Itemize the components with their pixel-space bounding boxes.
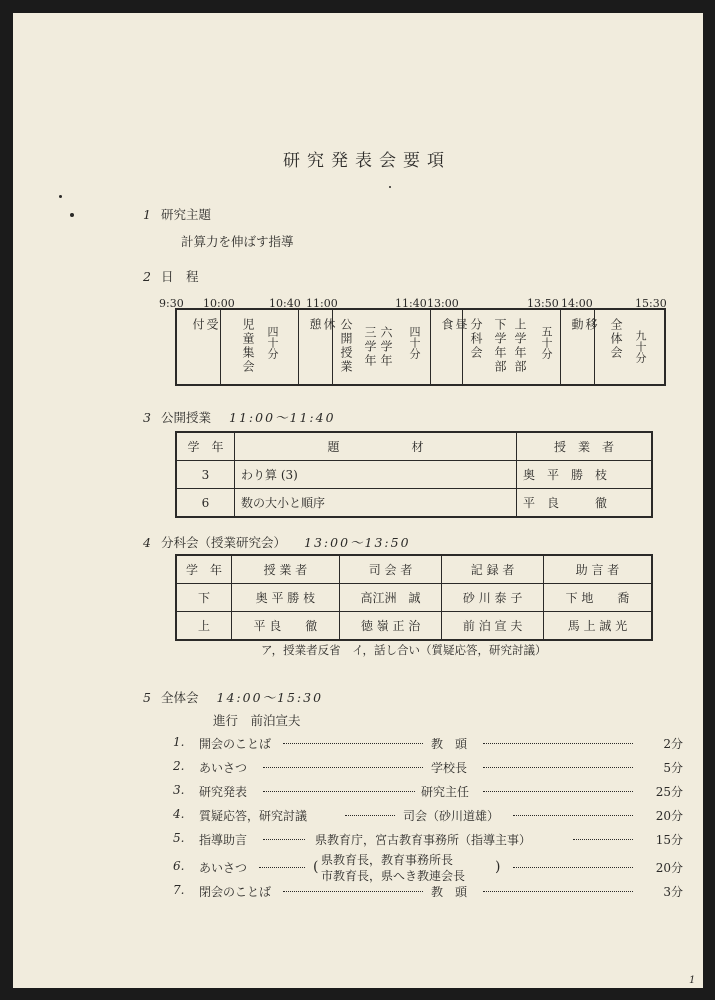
schedule-cell-assembly: 児童集会 四十分: [221, 310, 299, 384]
open-class-table: [175, 431, 653, 518]
table-header-row: 学 年 授 業 者 司 会 者 記 録 者 助 言 者: [176, 555, 652, 584]
time-label: 13:50: [527, 297, 559, 310]
subgroup-note: ア，授業者反省 イ，話し合い（質疑応答，研究討議）: [261, 643, 547, 657]
agenda-item: 1. 開会のことば 教 頭 2分: [173, 735, 683, 751]
schedule-cell-move: 移動: [561, 310, 595, 384]
schedule-cell-subgroup: 分科会 下学年部 上学年部 五十分: [463, 310, 561, 384]
schedule-cell-lunch: 昼食: [431, 310, 463, 384]
schedule-cell-break: 休憩: [299, 310, 333, 384]
time-label: 11:40: [395, 297, 427, 310]
agenda-item: 5. 指導助言 県教育庁，宮古教育事務所（指導主事） 15分: [173, 831, 683, 847]
subgroup-table: [175, 554, 653, 641]
section-1-heading: 1 研究主題: [143, 207, 212, 222]
section-5-heading: 5 全体会 14:00〜15:30: [143, 690, 324, 705]
table-row: 3 わり算 (3) 奥 平 勝 枝: [176, 461, 652, 489]
agenda-item: 6. あいさつ ( 県教育長，教育事務所長 市教育長，県へき教連会長 ) 20分: [173, 853, 683, 883]
schedule-cell-open-class: 公開授業 三学年 六学年 四十分: [333, 310, 431, 384]
schedule-cell-reception: 受付: [177, 310, 221, 384]
schedule-table: [175, 308, 666, 386]
table-row: 上 平 良 徹 徳 嶺 正 治 前 泊 宣 夫 馬 上 誠 光: [176, 612, 652, 641]
agenda-item: 7. 閉会のことば 教 頭 3分: [173, 883, 683, 899]
chairperson: 進行 前泊宣夫: [213, 713, 301, 728]
section-4-heading: 4 分科会（授業研究会） 13:00〜13:50: [143, 535, 411, 550]
section-2-heading: 2 日 程: [143, 269, 199, 284]
agenda-item: 3. 研究発表 研究主任 25分: [173, 783, 683, 799]
ink-speck: [59, 195, 62, 198]
time-label: 10:00: [203, 297, 235, 310]
time-label: 11:00: [306, 297, 338, 310]
time-label: 9:30: [159, 297, 184, 310]
time-label: 15:30: [635, 297, 667, 310]
table-header-row: 学 年 題 材 授 業 者: [176, 432, 652, 461]
time-label: 13:00: [427, 297, 459, 310]
ink-speck: [389, 186, 391, 188]
table-row: 下 奥 平 勝 枝 高江洲 誠 砂 川 泰 子 下 地 喬: [176, 584, 652, 612]
page-title: 研究発表会要項: [283, 151, 451, 171]
page-number: 1: [689, 975, 696, 986]
table-row: 6 数の大小と順序 平 良 徹: [176, 489, 652, 518]
time-label: 14:00: [561, 297, 593, 310]
agenda-item: 2. あいさつ 学校長 5分: [173, 759, 683, 775]
document-page: [13, 13, 703, 988]
schedule-cell-general: 全体会 九十分: [609, 318, 647, 363]
section-3-heading: 3 公開授業 11:00〜11:40: [143, 410, 336, 425]
ink-speck: [70, 213, 74, 217]
time-label: 10:40: [269, 297, 301, 310]
research-theme: 計算力を伸ばす指導: [181, 234, 294, 249]
agenda-item: 4. 質疑応答，研究討議 司会（砂川道雄） 20分: [173, 807, 683, 823]
